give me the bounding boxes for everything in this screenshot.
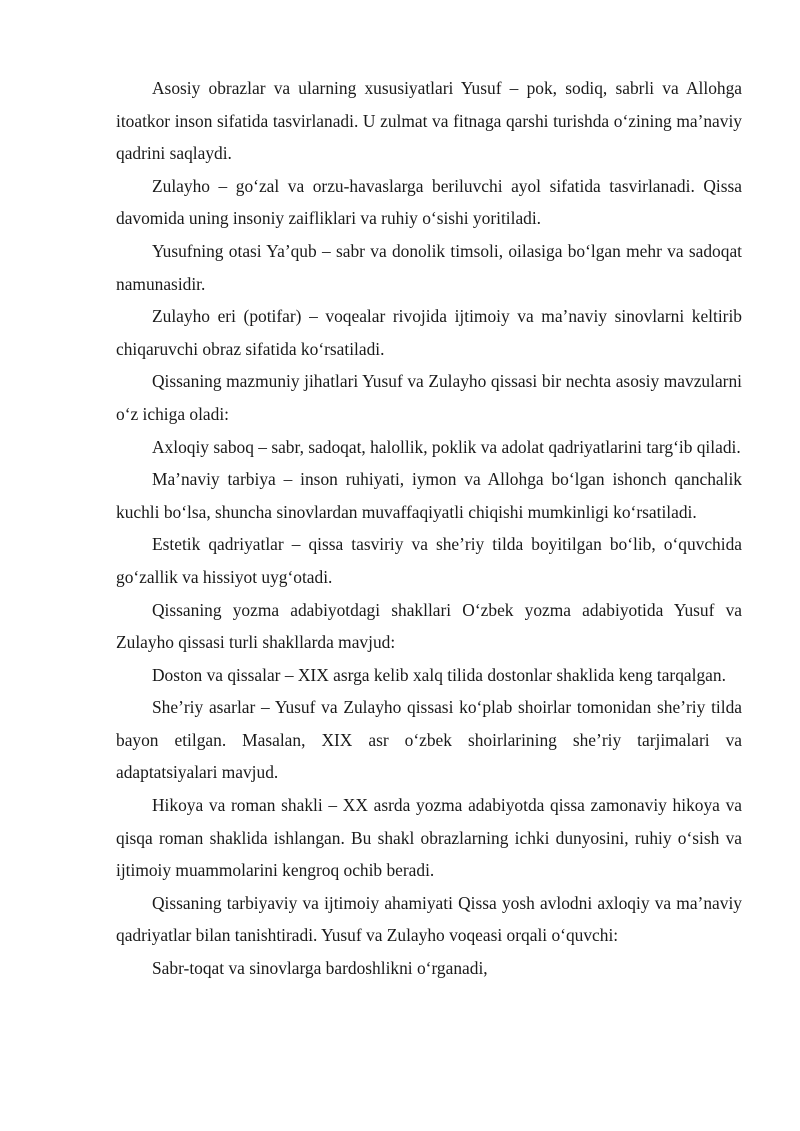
paragraph-yaqub: Yusufning otasi Ya’qub – sabr va donolik timsoli, oilasiga bo‘lgan mehr va sadoqat namunasidir. (116, 240, 742, 294)
paragraph-moral-lesson: Axloqiy saboq – sabr, sadoqat, halollik, poklik va adolat qadriyatlarini targ‘ib qiladi. (152, 436, 741, 457)
paragraph-written-forms: Qissaning yozma adabiyotdagi shakllari O‘zbek yozma adabiyotida Yusuf va Zulayho qissasi turli shakllarda mavjud: (116, 599, 742, 653)
paragraph-main-characters: Asosiy obrazlar va ularning xususiyatlari Yusuf – pok, sodiq, sabrli va Allohga itoatkor inson sifatida tasvirlanadi. U zulmat va fitnaga qarshi turishda o‘zining ma’naviy qadrini saqlaydi. (116, 78, 742, 164)
paragraph-zulayho: Zulayho – go‘zal va orzu-havaslarga beriluvchi ayol sifatida tasvirlanadi. Qissa davomida uning insoniy zaifliklari va ruhiy o‘sishi yoritiladi. (116, 175, 742, 229)
paragraph-epics: Doston va qissalar – XIX asrga kelib xalq tilida dostonlar shaklida keng tarqalgan. (152, 664, 726, 685)
paragraph-poetic-works: She’riy asarlar – Yusuf va Zulayho qissasi ko‘plab shoirlar tomonidan she’riy tilda bayon etilgan. Masalan, XIX asr o‘zbek shoirlarining she’riy tarjimalari va adaptatsiyalari mavjud. (116, 697, 742, 783)
document-page (116, 72, 742, 985)
paragraph-content-aspects: Qissaning mazmuniy jihatlari Yusuf va Zulayho qissasi bir nechta asosiy mavzularni o‘z ichiga oladi: (116, 371, 742, 424)
paragraph-educational-value: Qissaning tarbiyaviy va ijtimoiy ahamiyati Qissa yosh avlodni axloqiy va ma’naviy qadriyatlar bilan tanishtiradi. Yusuf va Zulayho voqeasi orqali o‘quvchi: (116, 892, 742, 946)
paragraph-potifar: Zulayho eri (potifar) – voqealar rivojida ijtimoiy va ma’naviy sinovlarni keltirib chiqaruvchi obraz sifatida ko‘rsatiladi. (116, 306, 742, 359)
paragraph-patience: Sabr-toqat va sinovlarga bardoshlikni o‘rganadi, (152, 958, 488, 979)
paragraph-story-novel: Hikoya va roman shakli – XX asrda yozma adabiyotda qissa zamonaviy hikoya va qisqa roman shaklida ishlangan. Bu shakl obrazlarning ichki dunyosini, ruhiy o‘sish va ijtimoiy muammolarini kengroq ochib beradi. (116, 795, 742, 881)
paragraph-spiritual-education: Ma’naviy tarbiya – inson ruhiyati, iymon va Allohga bo‘lgan ishonch qanchalik kuchli bo‘lsa, shuncha sinovlardan muvaffaqiyatli chiqishi mumkinligi ko‘rsatiladi. (116, 469, 742, 522)
paragraph-aesthetic-values: Estetik qadriyatlar – qissa tasviriy va she’riy tilda boyitilgan bo‘lib, o‘quvchida go‘zallik va hissiyot uyg‘otadi. (116, 534, 742, 587)
